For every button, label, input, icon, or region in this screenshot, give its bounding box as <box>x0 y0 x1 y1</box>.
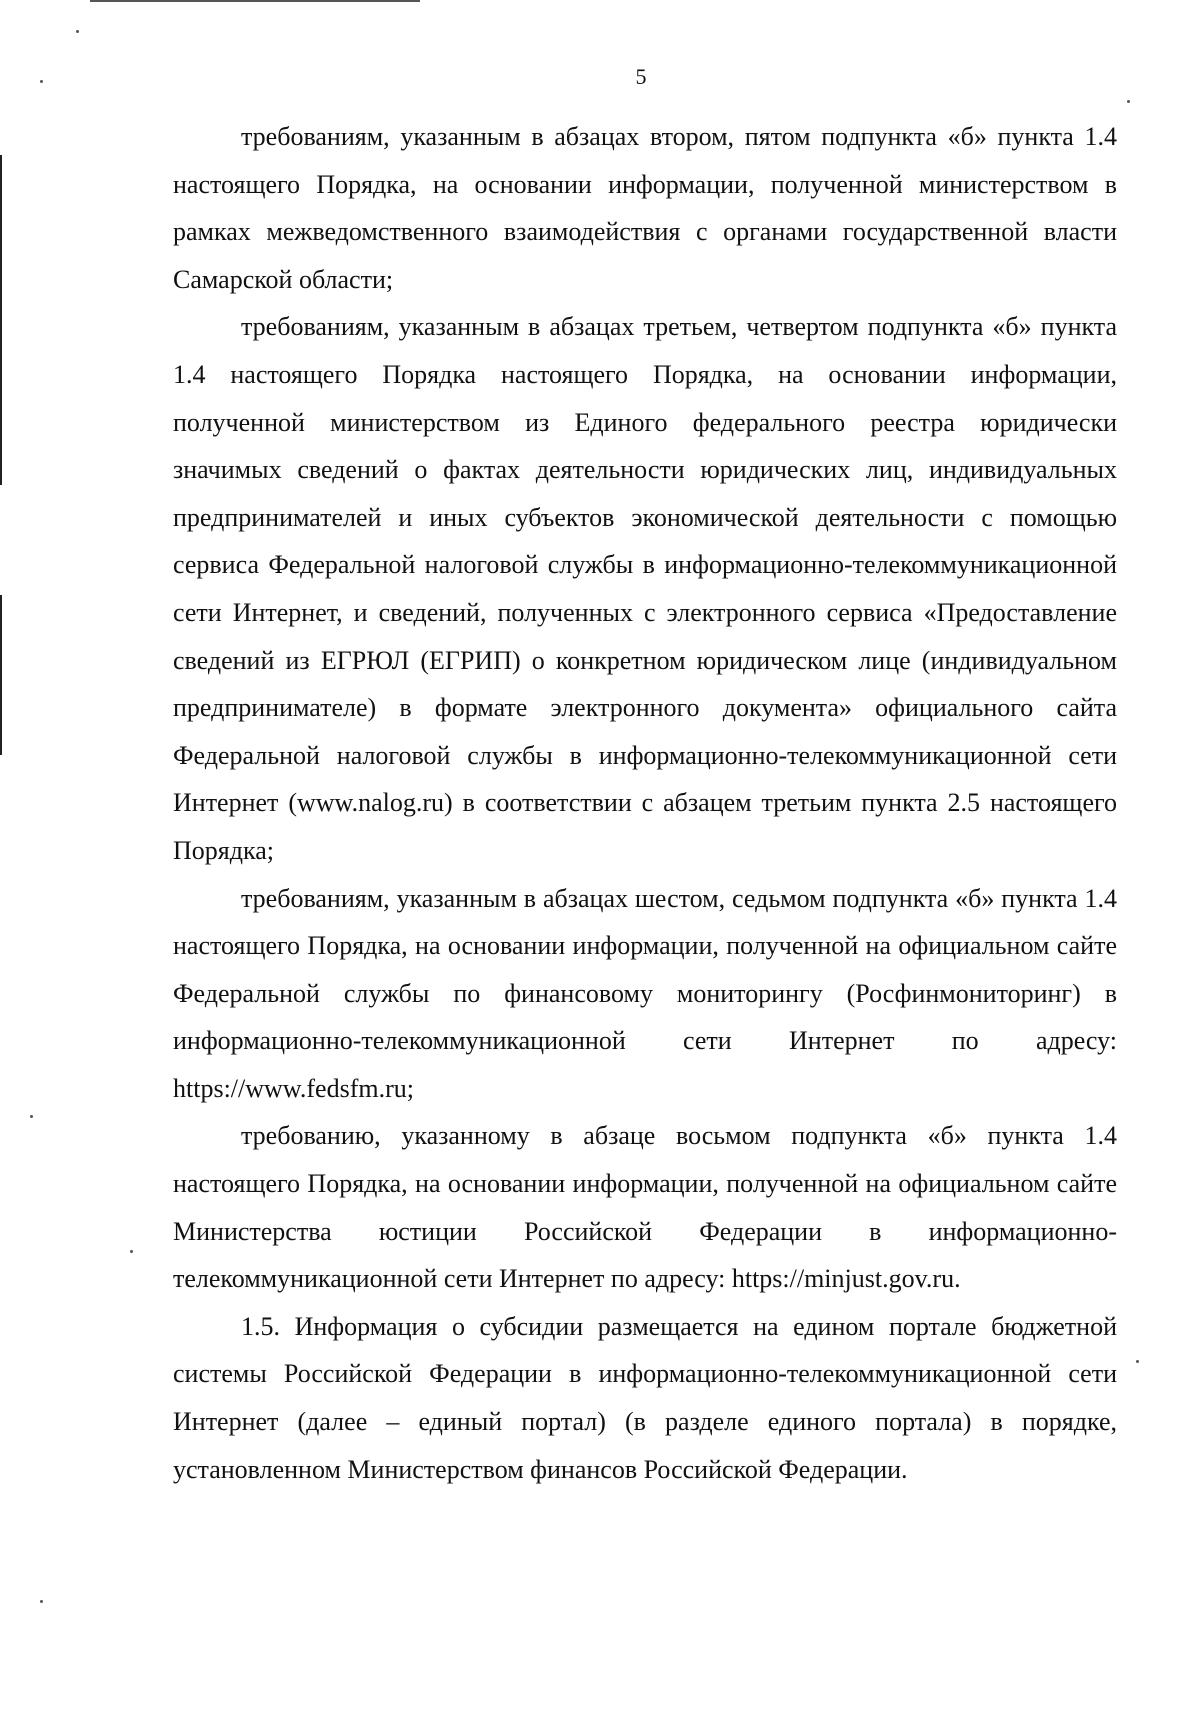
scan-speck <box>1127 100 1130 103</box>
scan-edge-line <box>90 0 420 2</box>
scan-speck <box>30 1115 33 1118</box>
scan-margin-mark <box>0 155 2 485</box>
paragraph: требованию, указанному в абзаце восьмом подпункта «б» пункта 1.4 настоящего Порядка, на основании информации, полученной на официальном сайте Министерства юстиции Российской Федерации в информационно-телекоммуникационной сети Интернет по адресу: https://minjust.gov.ru. <box>173 1121 1117 1294</box>
scan-margin-mark <box>0 595 2 755</box>
scan-speck <box>76 30 79 33</box>
paragraph: требованиям, указанным в абзацах третьем, четвертом подпункта «б» пункта 1.4 настоящего Порядка настоящего Порядка, на основании информации, полученной министерством из Единого федерального реестра юридически значимых сведений о фактах деятельности юридических лиц, индивидуальных предпринимателей и иных субъектов экономической деятельности с помощью сервиса Федеральной налоговой службы в информационно-телекоммуникационной сети Интернет, и сведений, полученных с электронного сервиса «Предоставление сведений из ЕГРЮЛ (ЕГРИП) о конкретном юридическом лице (индивидуальном предпринимателе) в формате электронного документа» официального сайта Федеральной налоговой службы в информационно-телекоммуникационной сети Интернет (www.nalog.ru) в соответствии с абзацем третьим пункта 2.5 настоящего Порядка; <box>173 312 1117 865</box>
scan-speck <box>130 1250 133 1253</box>
scan-speck <box>1136 1360 1139 1363</box>
page-number: 5 <box>635 64 647 89</box>
paragraph: требованиям, указанным в абзацах шестом, седьмом подпункта «б» пункта 1.4 настоящего Порядка, на основании информации, полученной на официальном сайте Федеральной службы по финансовому мониторингу (Росфинмониторинг) в информационно-телекоммуникационной сети Интернет по адресу: https://www.fedsfm.ru; <box>173 883 1117 1103</box>
scan-speck <box>40 1600 43 1603</box>
paragraph: 1.5. Информация о субсидии размещается на едином портале бюджетной системы Российской Федерации в информационно-телекоммуникационной сети Интернет (далее – единый портал) (в разделе единого портала) в порядке, установленном Министерством финансов Российской Федерации. <box>173 1311 1117 1484</box>
paragraph: требованиям, указанным в абзацах втором, пятом подпункта «б» пункта 1.4 настоящего Порядка, на основании информации, полученной министерством в рамках межведомственного взаимодействия с органами государственной власти Самарской области; <box>173 122 1117 294</box>
document-body <box>173 113 1117 1493</box>
